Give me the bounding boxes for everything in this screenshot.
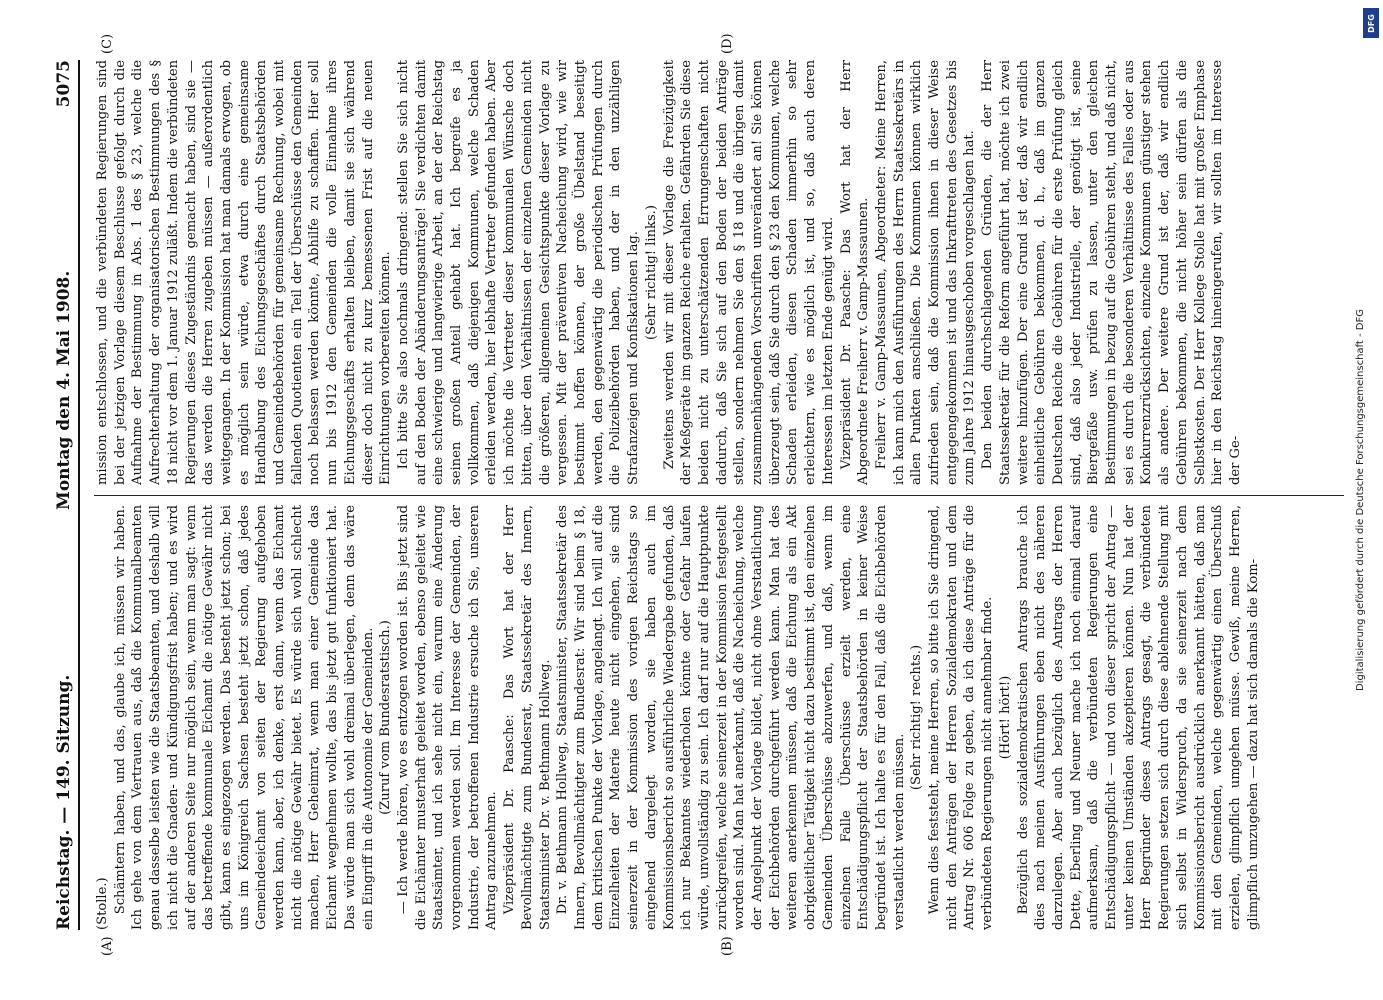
column-rule <box>94 495 1344 496</box>
margin-mark-d: (D) <box>720 33 735 54</box>
margin-mark-b: (B) <box>720 936 735 956</box>
dfg-logo <box>1363 8 1379 38</box>
paragraph: Schämtern haben, und das, glaube ich, müssen wir haben. Ich gehe von dem Vertrauen aus, daß die Kommunalbeamten genau dasselbe leisten wie die Staatsbeamten, und deshalb will ich nicht die Gnaden- und Kündigungsfrist haben; und es wird auf der anderen Seite nur möglich sein, wenn man sagt: wenn das betreffende kommunale Eichamt die nötige Gewähr nicht gibt, kann es eingezogen werden. Das besteht jetzt schon; bei uns im Königreich Sachsen besteht jetzt schon, daß jedes Gemeindeeichamt von seiten der Regierung aufgehoben werden kann, aber, ich denke, erst dann, wenn das Eichamt nicht die nötige Gewähr bietet. Es würde sich wohl schlecht machen, Herr Geheimrat, wenn man einer Gemeinde das Eichamt wegnehmen wollte, das bis jetzt gut funktioniert hat. Das würde man sich wohl dreimal überlegen, denn das wäre ein Eingriff in die Autonomie der Gemeinden. <box>112 505 376 930</box>
paragraph: — Ich werde hören, wo es entzogen worden ist. Bis jetzt sind die Eichämter musterhaft geleitet worden, ebenso geleitet wie Staatsämter, und ich sehe nicht ein, warum eine Änderung vorgenommen werden soll. Im Interesse der Gemeinden, der Industrie, der betroffenen Industrie ersuche ich Sie, unseren Antrag anzunehmen. <box>395 505 500 930</box>
page-number: 5075 <box>54 60 74 108</box>
digitization-note-text: Digitalisierung gefördert durch die Deutsche Forschungsgemeinschaft - DFG <box>1355 309 1366 692</box>
left-column <box>94 505 1344 930</box>
interjection: (Zuruf vom Bundesratstisch.) <box>378 620 394 815</box>
right-column <box>94 60 1344 485</box>
interjection: (Hört! hört!) <box>997 675 1013 760</box>
paragraph: Bezüglich des sozialdemokratischen Antrags brauche ich dies nach meinen Ausführungen eben nicht des näheren darzulegen. Aber auch bezüglich des Antrags der Herren Dette, Eberling und Neuner mache ich noch einmal darauf aufmerksam, daß die verbündeten Regierungen eine Entschädigungspflicht — und von dieser spricht der Antrag — unter keinen Umständen akzeptieren können. Nun hat der Herr Begründer dieses Antrags gesagt, die verbündeten Regierungen setzen sich durch diese ablehnende Stellung mit sich selbst in Widerspruch, da sie seinerzeit nach dem Kommissionsbericht ausdrücklich anerkannt hätten, daß man mit den Gemeinden, welche gegenwärtig einen Überschuß erzielen, glimpflich umgehen müsse. Gewiß, meine Herren, glimpflich umzugehen — dazu hat sich damals die Kom- <box>1015 505 1261 930</box>
paragraph: Dr. v. Bethmann Hollweg, Staatsminister, Staatssekretär des Innern, Bevollmächtigter zum Bundesrat: Wir sind beim § 18, dem kritischen Punkte der Vorlage, angelangt. Ich will auf die Einzelheiten der Materie heute nicht eingehen, sie sind seinerzeit in der Kommission des vorigen Reichstags so eingehend dargelegt worden, sie haben auch im Kommissionsbericht so ausführliche Wiedergabe gefunden, daß ich nur Bekanntes wiederholen könnte oder Gefahr laufen würde, unvollständig zu sein. Ich darf nur auf die Hauptpunkte zurückgreifen, welche seinerzeit in der Kommission festgestellt worden sind. Man hat anerkannt, daß die Nacheichung, welche der Angelpunkt der Vorlage bildet, nicht ohne Verstaatlichung der Eichbehörden durchgeführt werden kann. Man hat des weiteren anerkennen müssen, daß die Eichung als ein Akt obrigkeitlicher Tätigkeit nicht dazu bestimmt ist, den einzelnen Gemeinden Überschüsse abzuwerfen, und daß, wenn im einzelnen Falle Überschüsse erzielt werden, eine Entschädigungspflicht der Staatsbehörden in keiner Weise begründet ist. Ich halte es für den Fall, daß die Eichbehörden verstaatlicht werden müssen. <box>555 505 907 930</box>
header-left: Reichstag. — 149. Sitzung. <box>54 674 74 930</box>
paragraph: Vizepräsident Dr. Paasche: Das Wort hat der Herr Bevollmächtigte zum Bundesrat, Staatssekretär des Innern, Staatsminister Dr. v. Bethmann Hollweg. <box>502 505 553 930</box>
paragraph: Den beiden durchschlagenden Gründen, die der Herr Staatssekretär für die Reform angeführt hat, möchte ich zwei weitere hinzufügen. Der eine Grund ist der, daß wir endlich einheitliche Gebühren bekommen, d. h., daß im ganzen Deutschen Reiche die Gebühren für die erste Prüfung gleich sind, daß also jeder Industrielle, der genötigt ist, seine Biergefäße usw. prüfen zu lassen, unter den gleichen Bestimmungen in bezug auf die Gebühren steht, und daß nicht, sei es durch die besonderen Verhältnisse des Falles oder aus Konkurrenzrücksichten, einzelne Kommunen günstiger stehen als andere. Der weitere Grund ist der, daß wir endlich Gebühren bekommen, die nicht höher sein dürfen als die Selbstkosten. Der Herr Kollege Stolle hat mit großer Emphase hier in den Reichstag hineingerufen, wir sollten im Interesse der Ge- <box>980 60 1243 485</box>
margin-mark-a: (A) <box>100 936 115 956</box>
interjection: (Sehr richtig! links.) <box>643 205 659 340</box>
paragraph: Wenn dies feststeht, meine Herren, so bitte ich Sie dringend, nicht den Anträgen der Herren Sozialdemokraten und dem Antrag Nr. 606 Folge zu geben, da ich diese Anträge für die verbündeten Regierungen nicht annehmbar finde. <box>927 505 996 930</box>
paragraph: Vizepräsident Dr. Paasche: Das Wort hat der Herr Abgeordnete Freiherr v. Gamp-Massaunen. <box>838 60 872 485</box>
speaker-tag: (Stolle.) <box>95 877 110 930</box>
dfg-logo-text: DFG <box>1366 13 1376 33</box>
margin-mark-c: (C) <box>100 33 115 54</box>
paragraph: Freiherr v. Gamp-Massaunen, Abgeordneter: Meine Herren, ich kann mich den Ausführungen des Herrn Staatssekretärs in allen Punkten anschließen. Die Kommunen können wirklich zufrieden sein, daß die Kommission ihnen in dieser Weise entgegengekommen ist und das Inkrafttreten des Gesetzes bis zum Jahre 1912 hinausgeschoben vorgeschlagen hat. <box>873 60 978 485</box>
running-header <box>48 60 80 930</box>
digitization-note <box>1355 20 1375 980</box>
interjection: (Sehr richtig! rechts.) <box>909 644 925 791</box>
columns <box>94 60 1344 930</box>
paragraph: mission entschlossen, und die verbündeten Regierungen sind bei der jetzigen Vorlage diesem Beschlusse gefolgt durch die Aufnahme der Bestimmung in Abs. 1 des § 23, welche die Aufrechterhaltung der organisatorischen Bestimmungen des § 18 nicht vor dem 1. Januar 1912 zuläßt. Indem die verbündeten Regierungen dieses Zugeständnis gemacht haben, sind sie — das werden die Herren zugeben müssen — außerordentlich weitgegangen. In der Kommission hat man damals erwogen, ob es möglich sein würde, etwa durch eine gemeinsame Handhabung des Eichungsgeschäftes durch Staatsbehörden und Gemeindebehörden für gemeinsame Rechnung, wobei mit fallenden Quotienten ein Teil der Überschüsse den Gemeinden noch belassen werden könnte, Abhilfe zu schaffen. Hier soll nun bis 1912 den Gemeinden die volle Einnahme ihres Eichungsgeschäfts erhalten bleiben, damit sie sich während dieser doch nicht zu kurz bemessenen Frist auf die neuen Einrichtungen vorbereiten können. <box>95 60 394 485</box>
header-center: Montag den 4. Mai 1908. <box>54 270 74 510</box>
paragraph: Zweitens werden wir mit dieser Vorlage die Freizügigkeit der Meßgeräte im ganzen Reiche erhalten. Gefährden Sie diese beiden nicht zu unterschätzenden Errungenschaften nicht dadurch, daß Sie sich auf den Boden der beiden Anträge stellen, sondern nehmen Sie den § 18 und die übrigen damit zusammenhängenden Vorschriften unverändert an! Sie können überzeugt sein, daß Sie durch den § 23 den Kommunen, welche Schaden erleiden, diesen Schaden immerhin so sehr erleichtern, wie es möglich ist, und so, daß auch deren Interessen im letzten Ende genügt wird. <box>661 60 836 485</box>
paragraph: Ich bitte Sie also nochmals dringend: stellen Sie sich nicht auf den Boden der Abänderungsanträge! Sie verdichten damit eine schwierige und langwierige Arbeit, an der der Reichstag seinen großen Anteil gehabt hat. Ich begreife es ja vollkommen, daß diejenigen Kommunen, welche Schaden erleiden werden, hier lebhafte Vertreter gefunden haben. Aber ich möchte die Vertreter dieser kommunalen Wünsche doch bitten, über den Verhältnissen der einzelnen Gemeinden nicht die größeren, allgemeinen Gesichtspunkte dieser Vorlage zu vergessen. Mit der präventiven Nacheichung wird, wie wir bestimmt hoffen können, der große Übelstand beseitigt werden, den gegenwärtig die periodischen Prüfungen durch die Polizeibehörden haben, und der in den unzähligen Strafanzeigen und Konfiskationen lag. <box>395 60 642 485</box>
